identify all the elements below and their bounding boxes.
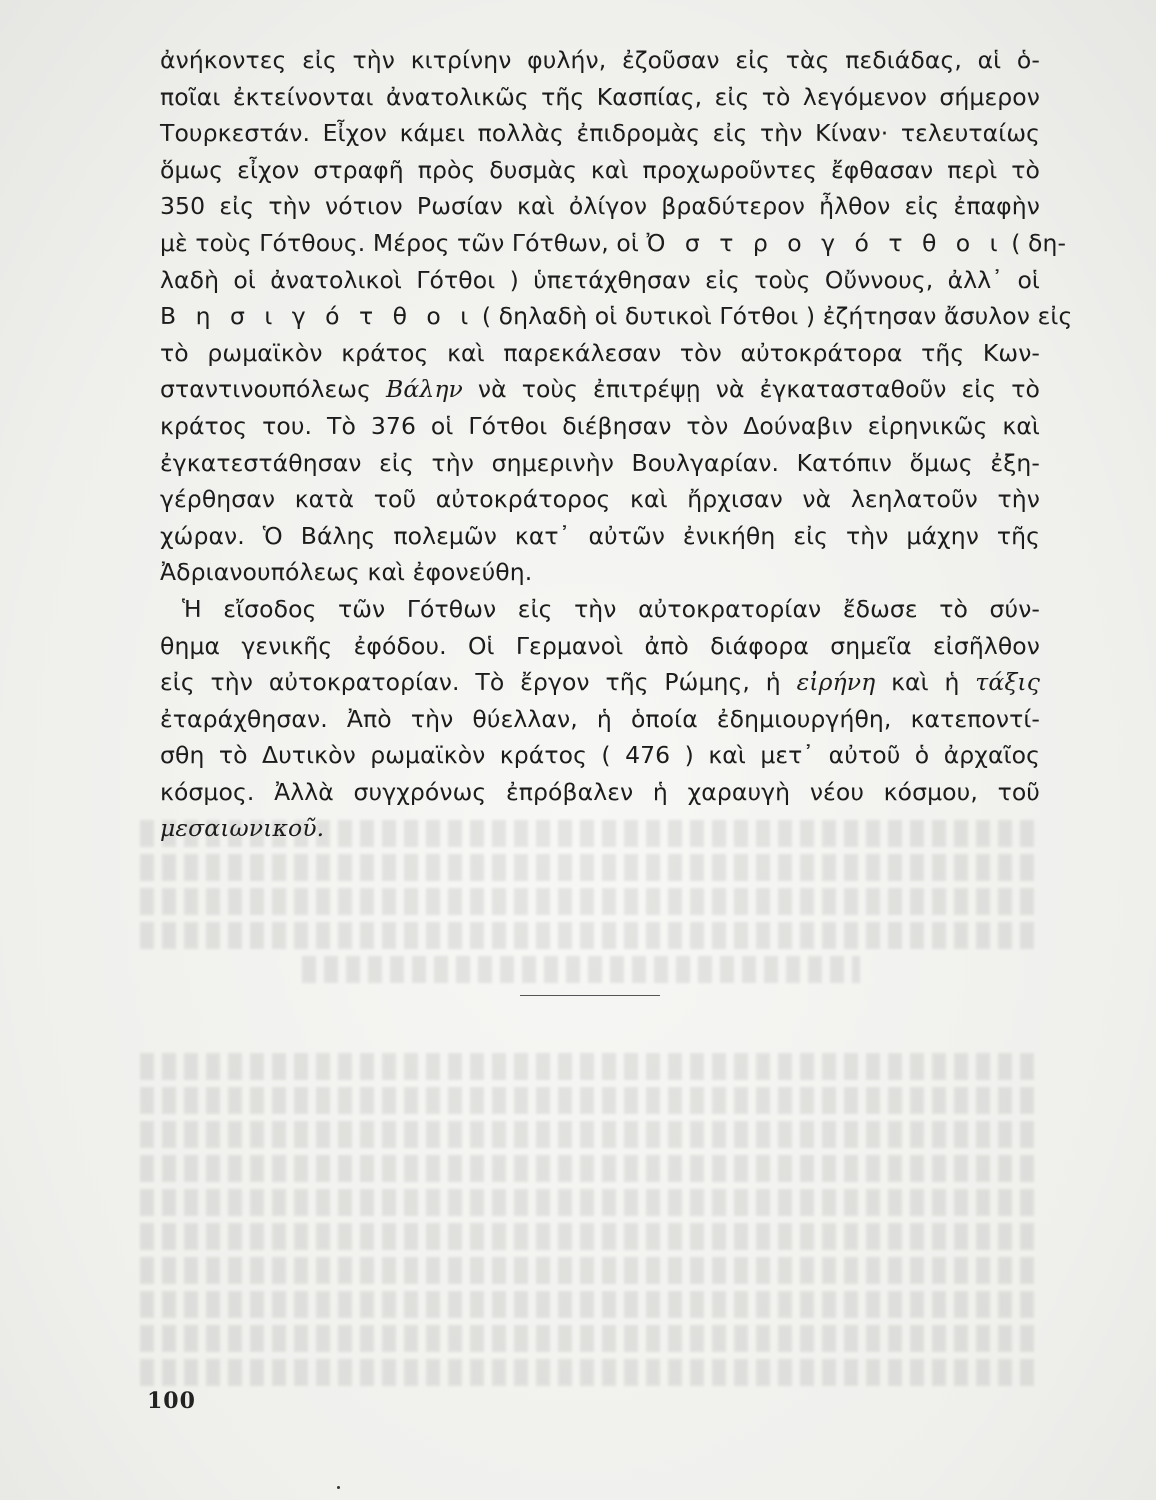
section-divider xyxy=(520,995,660,996)
order-term: τάξις xyxy=(975,668,1040,697)
text-line: θημα γενικῆς ἐφόδου. Οἱ Γερμανοὶ ἀπὸ διάφορα σημεῖα εἰσῆλθον xyxy=(160,631,1040,660)
text-fragment: σταντινουπόλεως xyxy=(160,375,371,404)
text-line: ἐγκατεστάθησαν εἰς τὴν σημερινὴν Βουλγαρίαν. Κατόπιν ὅμως ἐξη- xyxy=(160,448,1040,477)
text-line: Ἡ εἴσοδος τῶν Γότθων εἰς τὴν αὐτοκρατορίαν ἔδωσε τὸ σύν- xyxy=(182,594,1040,623)
text-line: γέρθησαν κατὰ τοῦ αὐτοκράτορος καὶ ἤρχισαν νὰ λεηλατοῦν τὴν xyxy=(160,485,1040,514)
text-line: σθη τὸ Δυτικὸν ρωμαϊκὸν κράτος ( 476 ) καὶ μετ᾽ αὐτοῦ ὁ ἀρχαῖος xyxy=(160,741,1040,770)
text-line: χώραν. Ὁ Βάλης πολεμῶν κατ᾽ αὐτῶν ἐνικήθη εἰς τὴν μάχην τῆς xyxy=(160,521,1040,550)
ostrogoths-term: Ὀ σ τ ρ ο γ ό τ θ ο ι xyxy=(646,228,1004,257)
text-line: Τουρκεστάν. Εἶχον κάμει πολλὰς ἐπιδρομὰς εἰς τὴν Κίναν· τελευταίως xyxy=(160,119,1040,148)
text-fragment: νὰ τοὺς ἐπιτρέψῃ νὰ ἐγκατασταθοῦν εἰς τὸ xyxy=(477,375,1040,404)
text-line: ἐταράχθησαν. Ἀπὸ τὴν θύελλαν, ἡ ὁποία ἐδημιουργήθη, κατεποντί- xyxy=(160,704,1040,733)
text-line xyxy=(160,810,1040,847)
text-line: ἀνήκοντες εἰς τὴν κιτρίνην φυλήν, ἐζοῦσαν εἰς τὰς πεδιάδας, αἱ ὁ- xyxy=(160,46,1040,74)
valens-term: Βάλην xyxy=(385,375,463,404)
peace-term: εἰρήνη xyxy=(796,668,876,697)
text-fragment: εἰς τὴν αὐτοκρατορίαν. Τὸ ἔργον τῆς Ρώμης, ἡ xyxy=(160,668,781,697)
medieval-term: μεσαιωνικοῦ. xyxy=(160,814,325,843)
text-line: τὸ ρωμαϊκὸν κράτος καὶ παρεκάλεσαν τὸν αὐτοκράτορα τῆς Κων- xyxy=(160,338,1040,367)
text-fragment: μὲ τοὺς Γότθους. Μέρος τῶν Γότθων, οἱ xyxy=(160,228,639,257)
scan-speck xyxy=(337,1486,340,1489)
text-line xyxy=(160,664,1040,701)
text-line xyxy=(160,225,1067,262)
text-fragment: ( δη- xyxy=(1011,228,1067,257)
text-line: 350 εἰς τὴν νότιον Ρωσίαν καὶ ὀλίγον βραδύτερον ἦλθον εἰς ἐπαφὴν xyxy=(160,192,1040,221)
bleed-through-text xyxy=(140,820,1040,1393)
text-line: ποῖαι ἐκτείνονται ἀνατολικῶς τῆς Κασπίας, εἰς τὸ λεγόμενον σήμερον xyxy=(160,82,1040,111)
text-line xyxy=(160,298,1073,335)
body-text xyxy=(160,42,1073,847)
text-fragment: καὶ ἡ xyxy=(891,668,960,697)
text-line xyxy=(160,371,1040,408)
text-line: κόσμος. Ἀλλὰ συγχρόνως ἐπρόβαλεν ἡ χαραυγὴ νέου κόσμου, τοῦ xyxy=(160,777,1040,806)
text-line: κράτος του. Τὸ 376 οἱ Γότθοι διέβησαν τὸν Δούναβιν εἰρηνικῶς καὶ xyxy=(160,411,1040,440)
text-line: λαδὴ οἱ ἀνατολικοὶ Γότθοι ) ὑπετάχθησαν εἰς τοὺς Οὔννους, ἀλλ᾽ οἱ xyxy=(160,265,1040,294)
text-line: ὅμως εἶχον στραφῆ πρὸς δυσμὰς καὶ προχωροῦντες ἔφθασαν περὶ τὸ xyxy=(160,155,1040,184)
text-line: Ἀδριανουπόλεως καὶ ἐφονεύθη. xyxy=(160,558,533,587)
visigoths-term: Β η σ ι γ ό τ θ ο ι xyxy=(160,302,475,331)
text-fragment: ( δηλαδὴ οἱ δυτικοὶ Γότθοι ) ἐζήτησαν ἄσυλον εἰς xyxy=(481,302,1073,331)
page-number: 100 xyxy=(147,1388,196,1414)
